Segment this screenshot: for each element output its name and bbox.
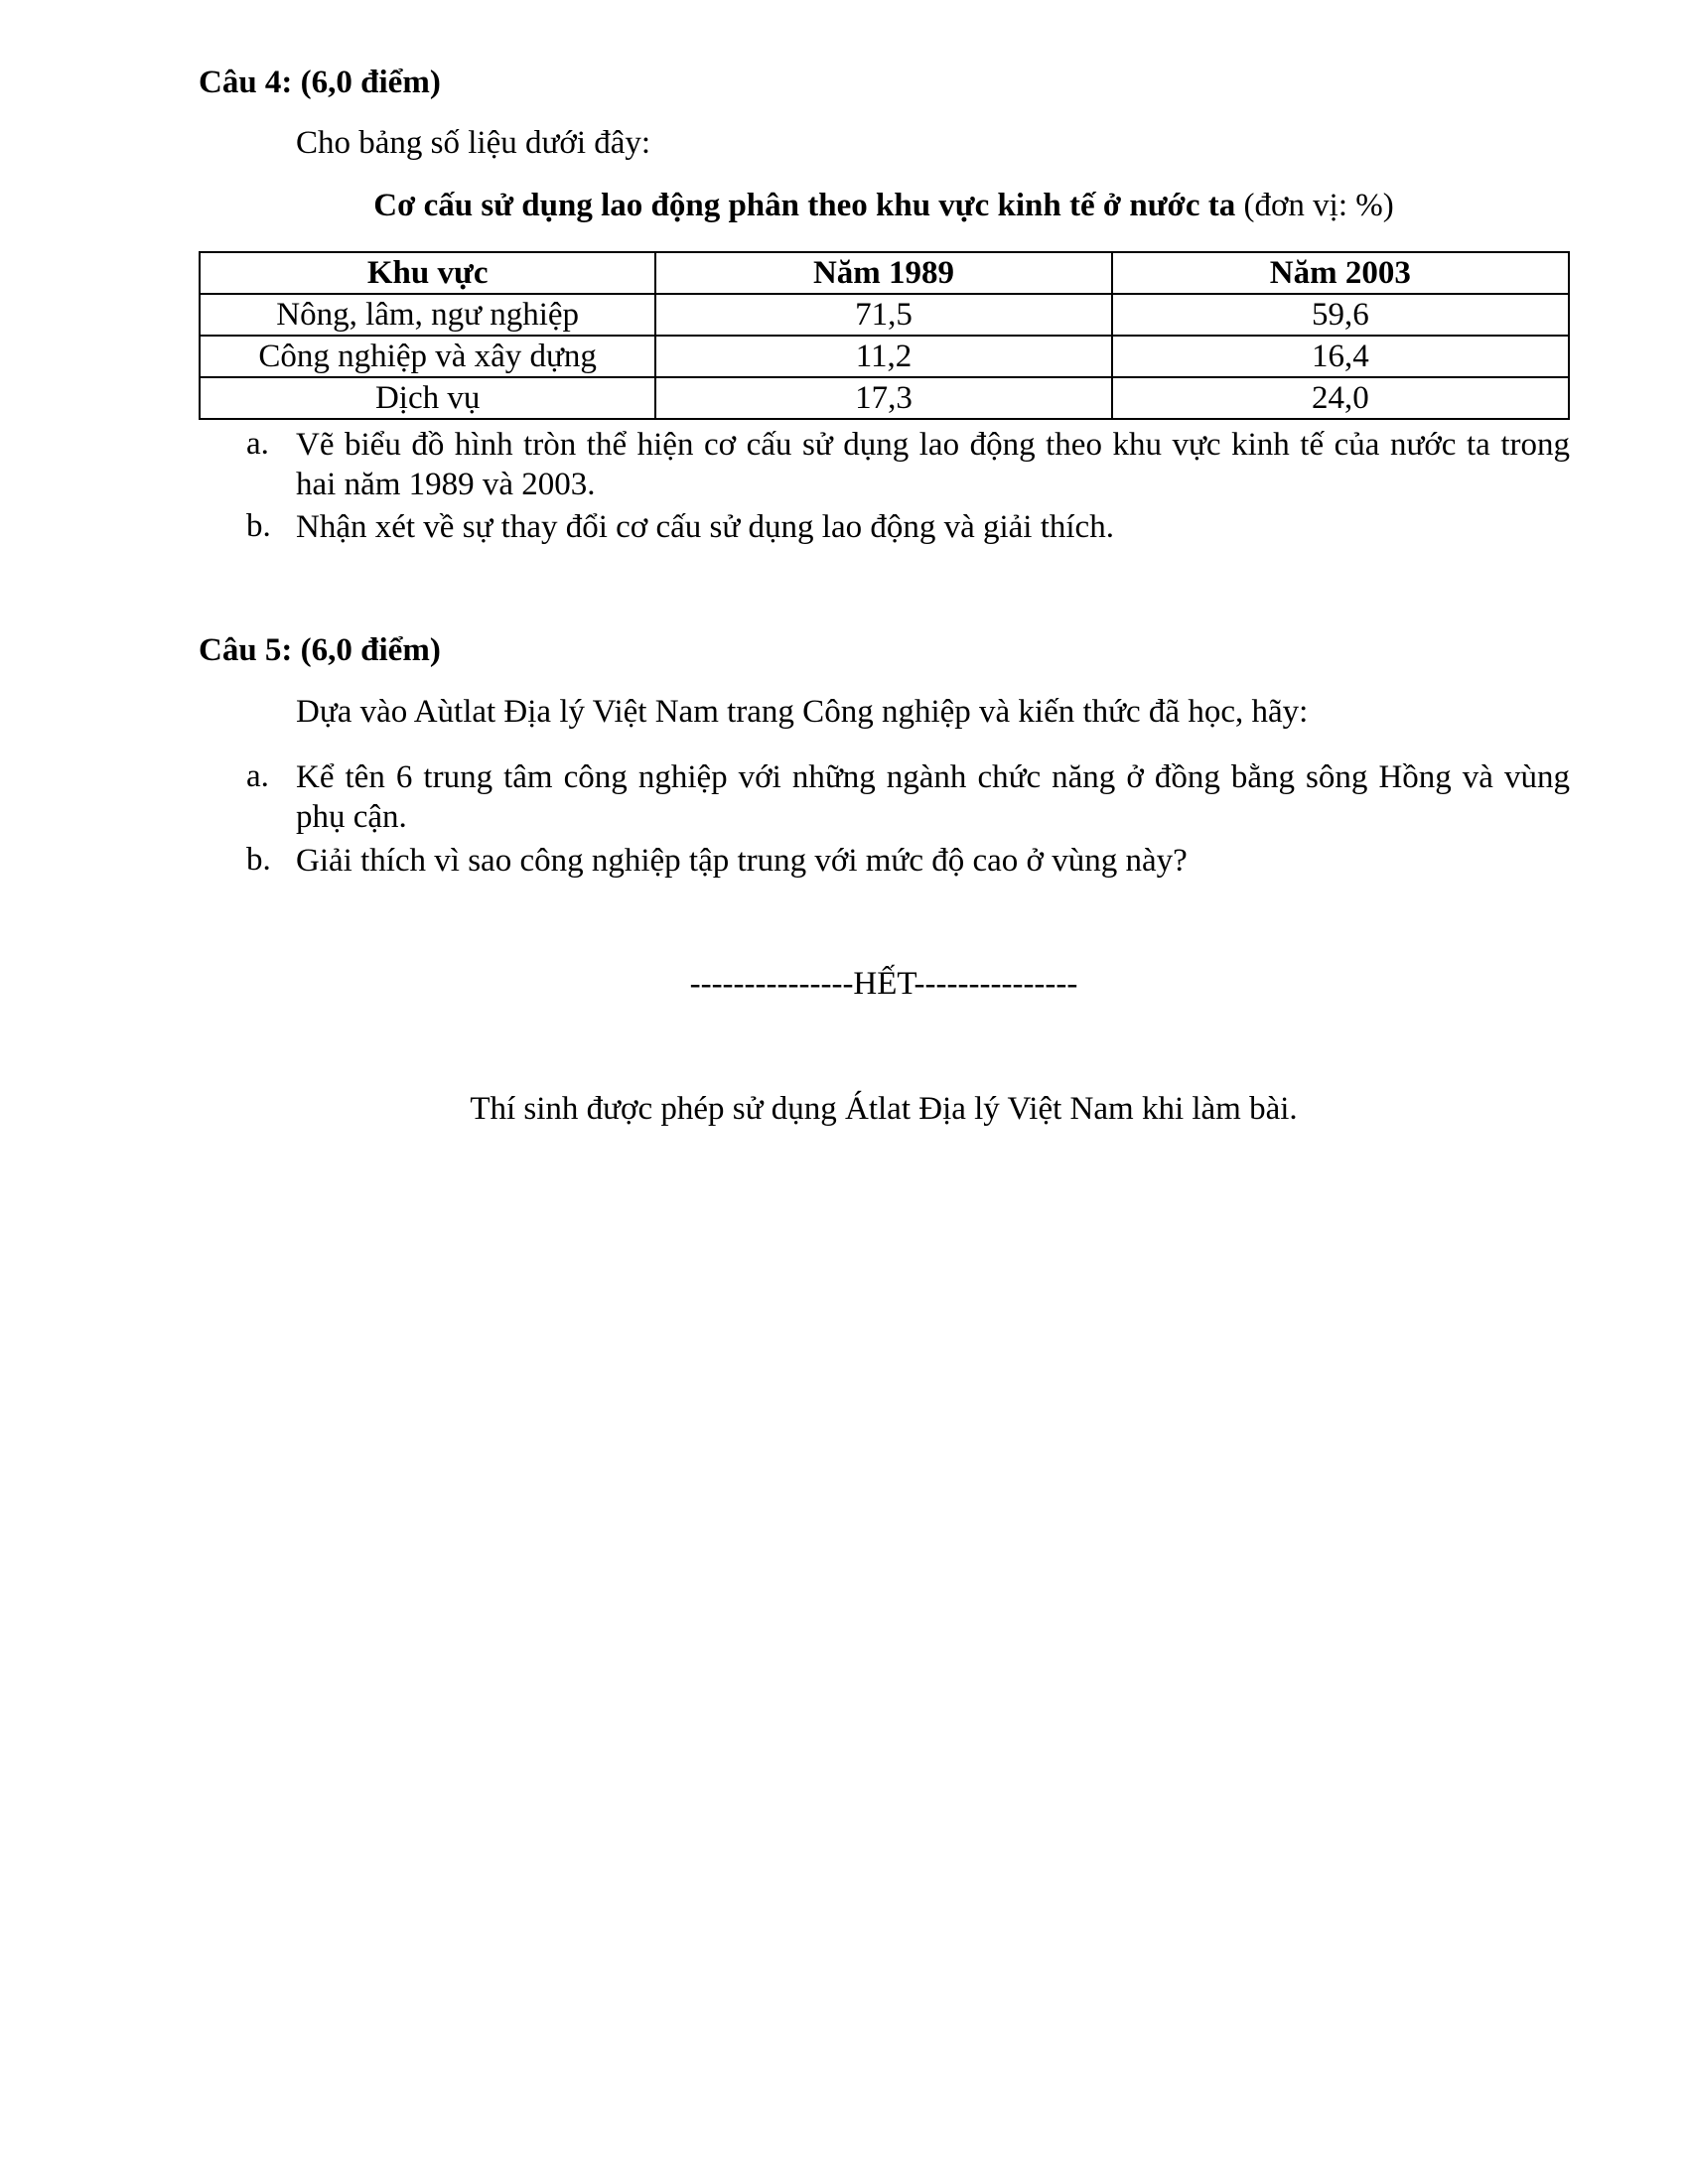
cell-1989: 11,2 <box>655 336 1111 377</box>
cell-2003: 59,6 <box>1112 294 1569 336</box>
table-row <box>200 336 1569 377</box>
question-5-item-a <box>246 757 1570 837</box>
labor-structure-table <box>199 251 1570 420</box>
cell-sector: Nông, lâm, ngư nghiệp <box>200 294 655 336</box>
header-1989: Năm 1989 <box>655 252 1111 294</box>
item-text: Vẽ biểu đồ hình tròn thể hiện cơ cấu sử dụng lao động theo khu vực kinh tế của nước ta trong hai năm 1989 và 2003. <box>296 427 1570 502</box>
cell-sector: Công nghiệp và xây dựng <box>200 336 655 377</box>
header-2003: Năm 2003 <box>1112 252 1569 294</box>
item-marker: b. <box>246 842 271 878</box>
question-4-item-b <box>246 507 1570 547</box>
table-title-main: Cơ cấu sử dụng lao động phân theo khu vực kinh tế ở nước ta <box>373 188 1236 223</box>
end-marker: ---------------HẾT--------------- <box>689 966 1078 1002</box>
header-sector: Khu vực <box>200 252 655 294</box>
table-row <box>200 377 1569 419</box>
item-marker: a. <box>246 426 269 462</box>
item-marker: a. <box>246 758 269 794</box>
cell-2003: 24,0 <box>1112 377 1569 419</box>
question-4-heading: Câu 4: (6,0 điểm) <box>199 65 441 100</box>
table-row <box>200 294 1569 336</box>
item-text: Kể tên 6 trung tâm công nghiệp với những ngành chức năng ở đồng bằng sông Hồng và vùng phụ cận. <box>296 759 1570 835</box>
exam-note: Thí sinh được phép sử dụng Átlat Địa lý Việt Nam khi làm bài. <box>470 1091 1298 1127</box>
question-5-item-b <box>246 841 1570 881</box>
item-text: Nhận xét về sự thay đổi cơ cấu sử dụng lao động và giải thích. <box>296 509 1114 545</box>
cell-sector: Dịch vụ <box>200 377 655 419</box>
table-header-row <box>200 252 1569 294</box>
question-4-intro: Cho bảng số liệu dưới đây: <box>296 125 651 161</box>
table-title <box>199 187 1569 226</box>
question-5-heading: Câu 5: (6,0 điểm) <box>199 632 441 668</box>
item-text: Giải thích vì sao công nghiệp tập trung với mức độ cao ở vùng này? <box>296 843 1188 879</box>
question-5-intro: Dựa vào Aùtlat Địa lý Việt Nam trang Công nghiệp và kiến thức đã học, hãy: <box>296 694 1309 730</box>
question-4-item-a <box>246 425 1570 504</box>
cell-2003: 16,4 <box>1112 336 1569 377</box>
item-marker: b. <box>246 508 271 544</box>
table-title-unit: (đơn vị: %) <box>1235 188 1394 223</box>
cell-1989: 17,3 <box>655 377 1111 419</box>
cell-1989: 71,5 <box>655 294 1111 336</box>
